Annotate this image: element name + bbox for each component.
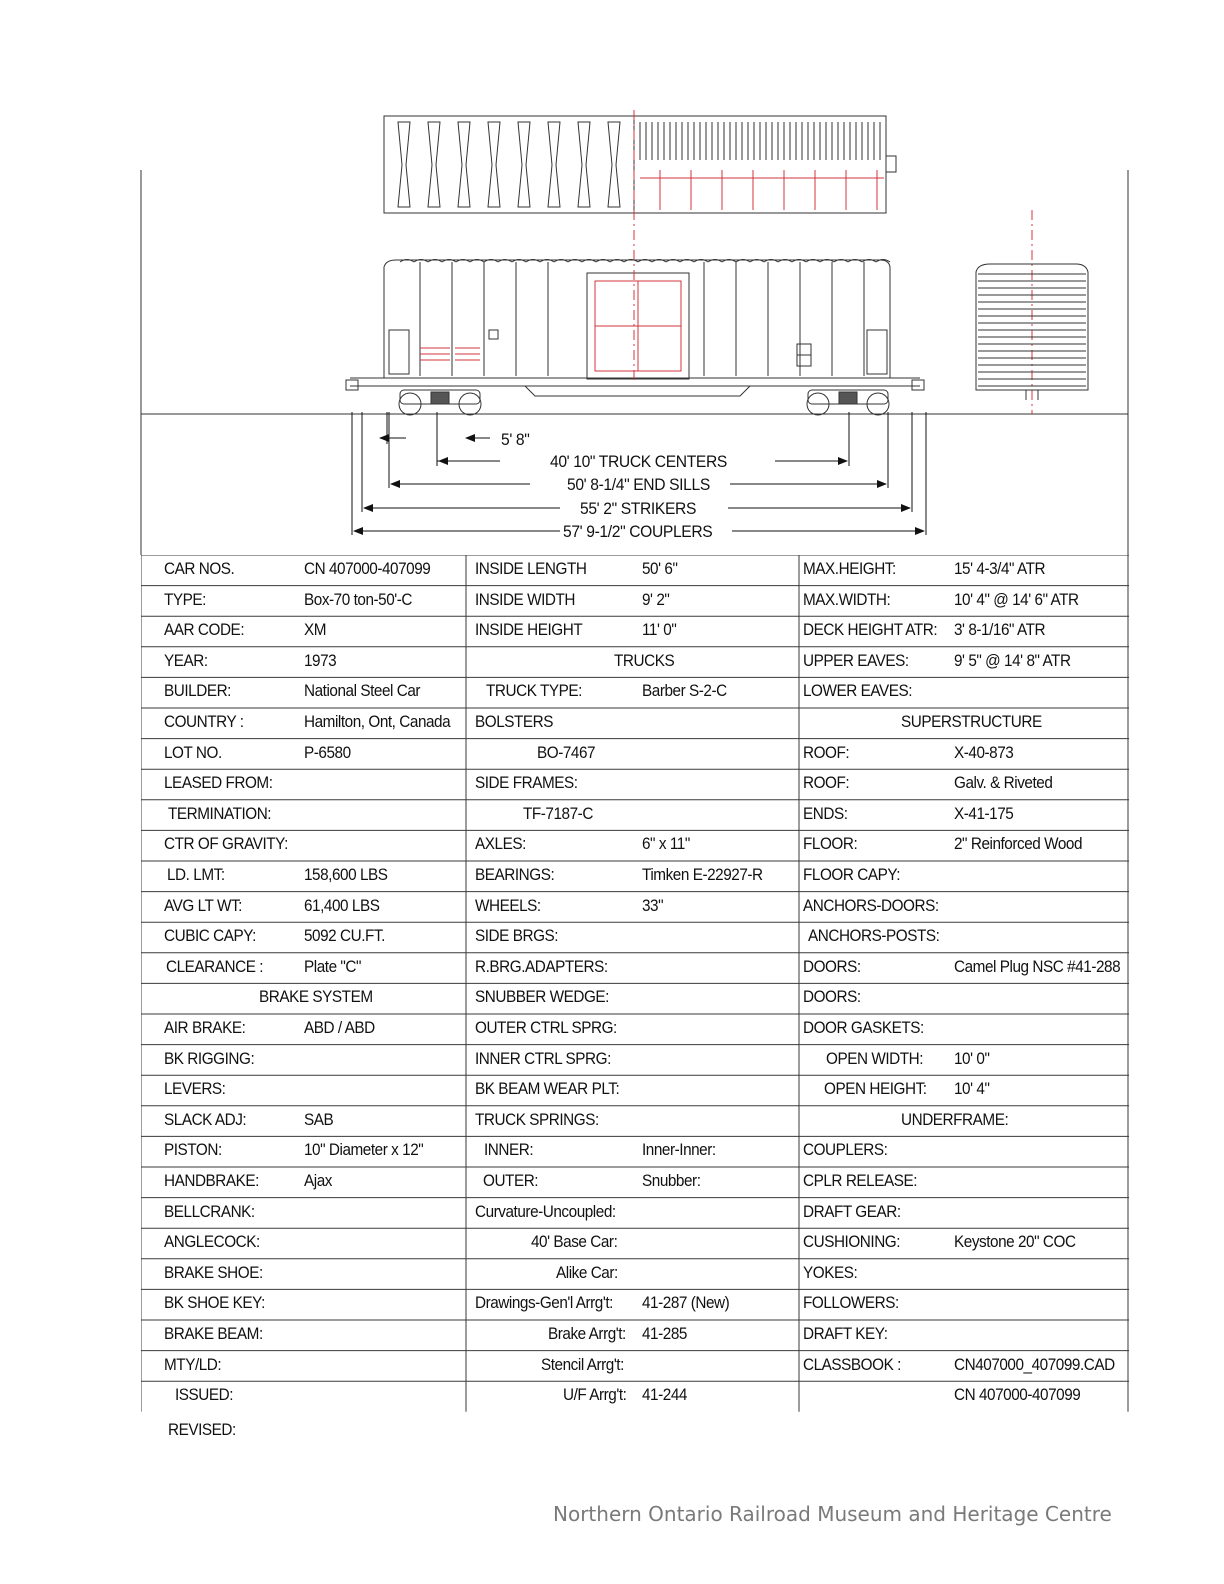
spec-label: WHEELS: <box>475 895 541 915</box>
spec-label: BK BEAM WEAR PLT: <box>475 1079 620 1099</box>
spec-value: National Steel Car <box>304 681 421 701</box>
credit-watermark: Northern Ontario Railroad Museum and Heritage Centre <box>553 1502 1112 1526</box>
spec-label: U/F Arrg't: <box>563 1385 627 1405</box>
spec-label: DRAFT KEY: <box>803 1324 888 1343</box>
spec-row <box>470 1075 799 1106</box>
spec-row <box>141 1289 470 1320</box>
spec-row <box>141 892 470 923</box>
spec-label: BK RIGGING: <box>164 1048 255 1068</box>
spec-value: Inner-Inner: <box>642 1140 716 1160</box>
spec-label: Curvature-Uncoupled: <box>475 1201 616 1221</box>
spec-label: CPLR RELEASE: <box>803 1171 918 1190</box>
spec-row <box>141 1106 470 1137</box>
spec-value: 2" Reinforced Wood <box>954 834 1083 854</box>
spec-label: CLASSBOOK : <box>803 1354 901 1374</box>
spec-label: TRUCK SPRINGS: <box>475 1109 599 1129</box>
spec-value: 6" x 11" <box>642 834 690 854</box>
spec-label: Alike Car: <box>556 1262 618 1282</box>
section-header: SUPERSTRUCTURE <box>901 712 1042 731</box>
spec-label: DOOR GASKETS: <box>803 1018 924 1037</box>
dim-wheel-spacing: 5' 8" <box>501 430 530 449</box>
spec-label: MTY/LD: <box>164 1354 222 1374</box>
spec-row <box>141 1259 470 1290</box>
spec-label: YOKES: <box>803 1262 858 1282</box>
spec-row <box>799 1320 1129 1351</box>
spec-label: INNER: <box>484 1140 534 1160</box>
spec-row <box>470 1320 799 1351</box>
spec-row <box>141 1045 470 1076</box>
spec-value: 5092 CU.FT. <box>304 926 385 946</box>
spec-value: TF-7187-C <box>523 803 593 823</box>
spec-row <box>141 586 470 617</box>
spec-row <box>470 1381 799 1412</box>
spec-label: ROOF: <box>803 773 850 793</box>
roof-plan-view <box>384 116 896 213</box>
spec-row <box>470 892 799 923</box>
spec-label: Stencil Arrg't: <box>541 1354 624 1374</box>
spec-label: CLEARANCE : <box>166 956 264 976</box>
spec-label: OUTER CTRL SPRG: <box>475 1018 617 1037</box>
spec-label: TYPE: <box>164 589 206 609</box>
spec-row <box>470 1045 799 1076</box>
spec-label: AIR BRAKE: <box>164 1018 246 1037</box>
spec-label: BRAKE BEAM: <box>164 1324 263 1343</box>
spec-row <box>799 983 1129 1014</box>
spec-row <box>799 1289 1129 1320</box>
spec-row <box>799 861 1129 892</box>
spec-row <box>470 708 799 739</box>
spec-row <box>470 1136 799 1167</box>
spec-value: Snubber: <box>642 1171 701 1190</box>
spec-row <box>470 555 799 586</box>
spec-label: ROOF: <box>803 742 850 762</box>
spec-label: CTR OF GRAVITY: <box>164 834 288 854</box>
spec-value: 11' 0" <box>642 620 677 640</box>
spec-label: CUSHIONING: <box>803 1232 901 1252</box>
spec-label: 40' Base Car: <box>531 1232 618 1252</box>
spec-label: Drawings-Gen'l Arrg't: <box>475 1293 613 1313</box>
spec-label: BELLCRANK: <box>164 1201 255 1221</box>
spec-label: OPEN WIDTH: <box>826 1048 924 1068</box>
spec-row <box>470 1289 799 1320</box>
spec-value: 9' 5" @ 14' 8" ATR <box>954 650 1071 670</box>
spec-row <box>141 1228 470 1259</box>
spec-row <box>141 800 470 831</box>
spec-row <box>799 922 1129 953</box>
spec-value: 158,600 LBS <box>304 865 388 884</box>
spec-row <box>141 677 470 708</box>
spec-row <box>470 1014 799 1045</box>
spec-label: BEARINGS: <box>475 865 555 884</box>
spec-row <box>141 1320 470 1351</box>
spec-value: Galv. & Riveted <box>954 773 1053 793</box>
spec-row <box>141 739 470 770</box>
spec-value: 3' 8-1/16" ATR <box>954 620 1046 640</box>
section-header-row <box>799 1106 1129 1137</box>
section-header-row <box>799 708 1129 739</box>
spec-value: X-41-175 <box>954 803 1014 823</box>
spec-value: 41-285 <box>642 1324 687 1343</box>
spec-label: DOORS: <box>803 956 861 976</box>
spec-row <box>799 800 1129 831</box>
spec-value: ABD / ABD <box>304 1018 375 1037</box>
spec-row <box>799 677 1129 708</box>
spec-label: SLACK ADJ: <box>164 1109 247 1129</box>
spec-row <box>141 708 470 739</box>
spec-value: Ajax <box>304 1171 332 1190</box>
spec-row <box>470 616 799 647</box>
spec-value: BO-7467 <box>537 742 596 762</box>
spec-row <box>470 800 799 831</box>
spec-value: Camel Plug NSC #41-288 <box>954 956 1121 976</box>
spec-label: LOWER EAVES: <box>803 681 913 701</box>
spec-row <box>470 922 799 953</box>
spec-label: DOORS: <box>803 987 861 1007</box>
spec-row <box>799 739 1129 770</box>
dim-truck-centers: 40' 10" TRUCK CENTERS <box>550 452 727 471</box>
spec-row <box>799 1351 1129 1382</box>
spec-label: OUTER: <box>483 1171 539 1190</box>
spec-row <box>799 616 1129 647</box>
spec-row <box>799 830 1129 861</box>
spec-label: AXLES: <box>475 834 526 854</box>
spec-label: SIDE FRAMES: <box>475 773 578 793</box>
spec-label: AVG LT WT: <box>164 895 242 915</box>
spec-row <box>141 555 470 586</box>
spec-row <box>799 586 1129 617</box>
spec-value: 10" Diameter x 12" <box>304 1140 424 1160</box>
dim-couplers: 57' 9-1/2" COUPLERS <box>563 522 713 541</box>
dim-end-sills: 50' 8-1/4" END SILLS <box>567 475 710 494</box>
spec-row <box>470 586 799 617</box>
spec-value: 33" <box>642 895 664 915</box>
spec-row <box>470 677 799 708</box>
spec-label: DECK HEIGHT ATR: <box>803 620 938 640</box>
spec-label: ANCHORS-POSTS: <box>808 926 940 946</box>
section-header: UNDERFRAME: <box>901 1109 1009 1129</box>
spec-value: 41-244 <box>642 1385 687 1405</box>
spec-row <box>141 1167 470 1198</box>
spec-label: BK SHOE KEY: <box>164 1293 265 1313</box>
spec-label: MAX.HEIGHT: <box>803 559 896 578</box>
spec-label: ENDS: <box>803 803 848 823</box>
spec-row <box>799 1259 1129 1290</box>
spec-value: 1973 <box>304 650 337 670</box>
spec-label: COUNTRY : <box>164 712 244 731</box>
spec-row <box>470 1351 799 1382</box>
section-header-row <box>470 647 799 678</box>
spec-row <box>470 1228 799 1259</box>
spec-value: 50' 6" <box>642 559 678 578</box>
spec-row <box>141 647 470 678</box>
spec-label: ISSUED: <box>175 1385 234 1405</box>
spec-value: X-40-873 <box>954 742 1014 762</box>
spec-label: LEVERS: <box>164 1079 226 1099</box>
spec-row <box>141 861 470 892</box>
spec-row <box>470 1167 799 1198</box>
spec-row <box>799 555 1129 586</box>
spec-row <box>799 1045 1129 1076</box>
spec-label: LEASED FROM: <box>164 773 273 793</box>
spec-label: HANDBRAKE: <box>164 1171 259 1190</box>
spec-row <box>799 1075 1129 1106</box>
spec-label: BRAKE SHOE: <box>164 1262 263 1282</box>
spec-row <box>141 953 470 984</box>
spec-value: 10' 4" <box>954 1079 990 1099</box>
spec-row <box>799 1136 1129 1167</box>
section-header: BRAKE SYSTEM <box>259 987 373 1007</box>
spec-row <box>799 1381 1129 1412</box>
spec-row <box>799 1228 1129 1259</box>
spec-value: Hamilton, Ont, Canada <box>304 712 451 731</box>
spec-row <box>799 1167 1129 1198</box>
spec-row <box>141 830 470 861</box>
truck-right <box>807 390 889 415</box>
spec-value: CN407000_407099.CAD <box>954 1354 1115 1374</box>
spec-value: XM <box>304 620 327 640</box>
spec-row <box>470 739 799 770</box>
spec-value: CN 407000-407099 <box>954 1385 1081 1405</box>
spec-label: FLOOR CAPY: <box>803 865 901 884</box>
spec-value: Timken E-22927-R <box>642 865 763 884</box>
spec-label: PISTON: <box>164 1140 222 1160</box>
spec-label: INSIDE LENGTH <box>475 559 587 578</box>
spec-row <box>141 922 470 953</box>
spec-label: AAR CODE: <box>164 620 245 640</box>
spec-label: SNUBBER WEDGE: <box>475 987 609 1007</box>
spec-value: P-6580 <box>304 742 351 762</box>
spec-value: 10' 0" <box>954 1048 990 1068</box>
spec-value: CN 407000-407099 <box>304 559 431 578</box>
spec-label: ANCHORS-DOORS: <box>803 895 939 915</box>
spec-row <box>470 769 799 800</box>
spec-value: Box-70 ton-50'-C <box>304 589 412 609</box>
spec-label: DRAFT GEAR: <box>803 1201 901 1221</box>
spec-label: INNER CTRL SPRG: <box>475 1048 611 1068</box>
spec-label: FLOOR: <box>803 834 858 854</box>
spec-row <box>799 769 1129 800</box>
section-header-row <box>141 983 470 1014</box>
spec-label: TERMINATION: <box>168 803 272 823</box>
spec-label: BOLSTERS <box>475 712 554 731</box>
spec-row <box>141 1198 470 1229</box>
spec-value: 15' 4-3/4" ATR <box>954 559 1046 578</box>
spec-label: Brake Arrg't: <box>548 1324 626 1343</box>
spec-label: CUBIC CAPY: <box>164 926 256 946</box>
spec-value: SAB <box>304 1109 334 1129</box>
spec-row <box>141 1351 470 1382</box>
spec-value: Barber S-2-C <box>642 681 727 701</box>
dim-strikers: 55' 2" STRIKERS <box>580 499 697 518</box>
spec-row <box>141 1014 470 1045</box>
spec-label: OPEN HEIGHT: <box>824 1079 927 1099</box>
spec-value: 61,400 LBS <box>304 895 380 915</box>
spec-label: CAR NOS. <box>164 559 235 578</box>
spec-label: ANGLECOCK: <box>164 1232 260 1252</box>
spec-value: 9' 2" <box>642 589 670 609</box>
spec-value: 10' 4" @ 14' 6" ATR <box>954 589 1079 609</box>
spec-value: 41-287 (New) <box>642 1293 730 1313</box>
spec-row <box>470 1106 799 1137</box>
spec-label: LOT NO. <box>164 742 222 762</box>
spec-label: SIDE BRGS: <box>475 926 559 946</box>
section-header: TRUCKS <box>614 650 675 670</box>
spec-row <box>141 616 470 647</box>
side-elevation <box>346 260 924 416</box>
spec-label: LD. LMT: <box>167 865 225 884</box>
spec-label: INSIDE HEIGHT <box>475 620 583 640</box>
spec-row <box>799 647 1129 678</box>
spec-row <box>141 769 470 800</box>
revised-label: REVISED: <box>168 1420 236 1439</box>
spec-row <box>141 1075 470 1106</box>
spec-row <box>799 892 1129 923</box>
spec-label: TRUCK TYPE: <box>486 681 582 701</box>
spec-label: INSIDE WIDTH <box>475 589 575 609</box>
spec-row <box>141 1381 470 1412</box>
spec-label: COUPLERS: <box>803 1140 888 1160</box>
spec-label: BUILDER: <box>164 681 231 701</box>
spec-row <box>470 953 799 984</box>
spec-row <box>799 1014 1129 1045</box>
spec-value: Keystone 20" COC <box>954 1232 1076 1252</box>
spec-value: Plate "C" <box>304 956 361 976</box>
spec-label: YEAR: <box>164 650 208 670</box>
truck-left <box>399 390 481 415</box>
spec-label: UPPER EAVES: <box>803 650 909 670</box>
spec-label: R.BRG.ADAPTERS: <box>475 956 608 976</box>
spec-row <box>470 1259 799 1290</box>
spec-label: FOLLOWERS: <box>803 1293 899 1313</box>
spec-row <box>470 983 799 1014</box>
spec-row <box>799 953 1129 984</box>
spec-row <box>470 1198 799 1229</box>
spec-label: MAX.WIDTH: <box>803 589 891 609</box>
spec-row <box>470 861 799 892</box>
spec-row <box>141 1136 470 1167</box>
spec-row <box>799 1198 1129 1229</box>
spec-row <box>470 830 799 861</box>
